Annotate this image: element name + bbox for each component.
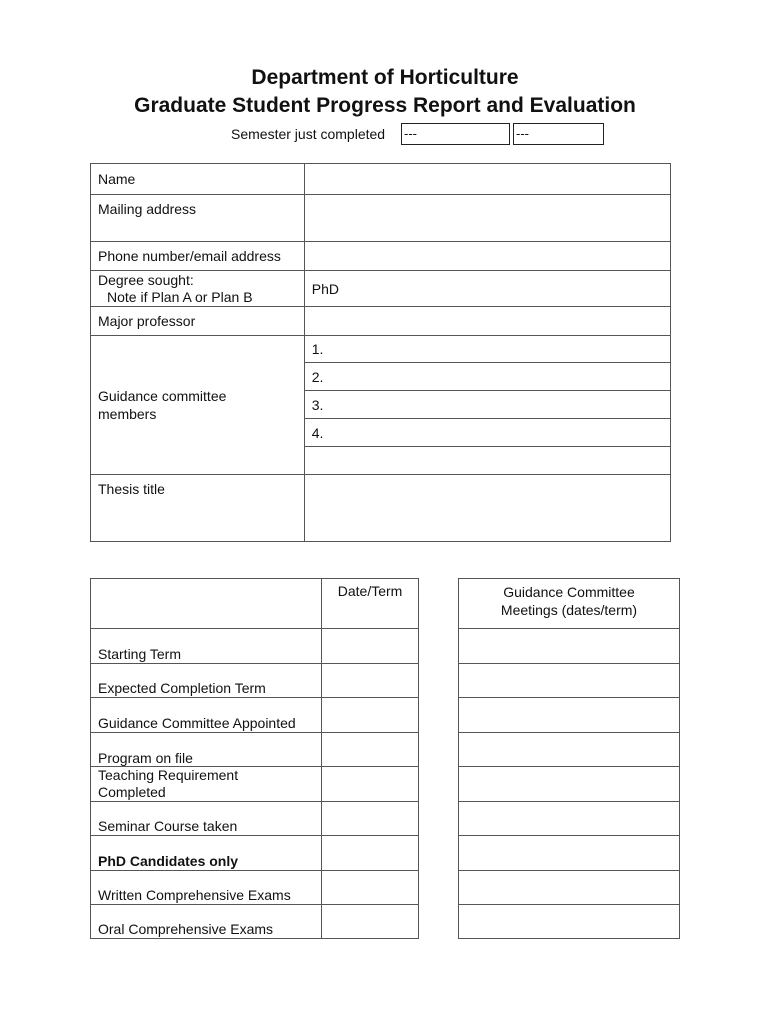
meeting-field-8[interactable] <box>459 871 680 905</box>
semester-label: Semester just completed <box>231 126 386 142</box>
thesis-title-field[interactable] <box>304 475 670 542</box>
starting-term-label: Starting Term <box>91 629 322 664</box>
name-label: Name <box>91 164 305 195</box>
written-exams-label: Written Comprehensive Exams <box>91 871 322 905</box>
teaching-requirement-line1: Teaching Requirement <box>98 767 239 783</box>
expected-completion-field[interactable] <box>322 664 419 698</box>
meeting-field-3[interactable] <box>459 698 680 733</box>
department-title: Department of Horticulture <box>251 66 519 89</box>
committee-member-5-field[interactable] <box>304 447 670 475</box>
committee-member-1-field[interactable] <box>304 336 670 363</box>
date-term-header: Date/Term <box>322 579 419 629</box>
seminar-course-field[interactable] <box>322 802 419 836</box>
committee-label-line1: Guidance committee <box>98 388 227 404</box>
degree-label <box>91 271 305 307</box>
member-number-4: 4. <box>311 424 324 441</box>
committee-appointed-field[interactable] <box>322 698 419 733</box>
seminar-course-label: Seminar Course taken <box>91 802 322 836</box>
name-field[interactable] <box>304 164 670 195</box>
program-on-file-label: Program on file <box>91 733 322 767</box>
expected-completion-label: Expected Completion Term <box>91 664 322 698</box>
oral-exams-field[interactable] <box>322 905 419 939</box>
phone-email-field[interactable] <box>304 242 670 271</box>
oral-exams-label: Oral Comprehensive Exams <box>91 905 322 939</box>
degree-label-line1: Degree sought: <box>98 271 194 288</box>
committee-label <box>91 336 305 475</box>
member-number-3: 3. <box>311 396 324 413</box>
student-info-table <box>90 163 671 542</box>
committee-member-4-field[interactable] <box>304 419 670 447</box>
meetings-header-line2: Meetings (dates/term) <box>500 602 638 618</box>
member-number-2: 2. <box>311 368 324 385</box>
semester-select-1[interactable]: --- <box>401 123 510 145</box>
meetings-header-line1: Guidance Committee <box>503 584 635 600</box>
meeting-field-2[interactable] <box>459 664 680 698</box>
progress-table <box>90 578 419 939</box>
committee-member-3-field[interactable] <box>304 391 670 419</box>
major-professor-field[interactable] <box>304 307 670 336</box>
major-professor-label: Major professor <box>91 307 305 336</box>
meeting-field-7[interactable] <box>459 836 680 871</box>
meetings-table <box>458 578 680 939</box>
member-number-1: 1. <box>311 341 324 357</box>
meeting-field-5[interactable] <box>459 767 680 802</box>
program-on-file-field[interactable] <box>322 733 419 767</box>
degree-field[interactable]: PhD <box>304 271 670 307</box>
mailing-address-field[interactable] <box>304 195 670 242</box>
committee-appointed-label: Guidance Committee Appointed <box>91 698 322 733</box>
teaching-requirement-line2: Completed <box>98 784 166 800</box>
progress-header-blank <box>91 579 322 629</box>
meeting-field-4[interactable] <box>459 733 680 767</box>
written-exams-field[interactable] <box>322 871 419 905</box>
report-title: Graduate Student Progress Report and Evaluation <box>134 94 636 117</box>
phd-candidates-label: PhD Candidates only <box>91 836 322 871</box>
meeting-field-1[interactable] <box>459 629 680 664</box>
committee-member-2-field[interactable] <box>304 363 670 391</box>
meeting-field-6[interactable] <box>459 802 680 836</box>
starting-term-field[interactable] <box>322 629 419 664</box>
phone-email-label: Phone number/email address <box>91 242 305 271</box>
committee-label-line2: members <box>98 406 157 422</box>
phd-candidates-field[interactable] <box>322 836 419 871</box>
degree-label-line2: Note if Plan A or Plan B <box>107 288 253 305</box>
teaching-requirement-field[interactable] <box>322 767 419 802</box>
meetings-header <box>459 579 680 629</box>
teaching-requirement-label <box>91 767 322 802</box>
semester-select-2[interactable]: --- <box>513 123 604 145</box>
thesis-title-label: Thesis title <box>91 475 305 542</box>
mailing-address-label: Mailing address <box>91 195 305 242</box>
meeting-field-9[interactable] <box>459 905 680 939</box>
